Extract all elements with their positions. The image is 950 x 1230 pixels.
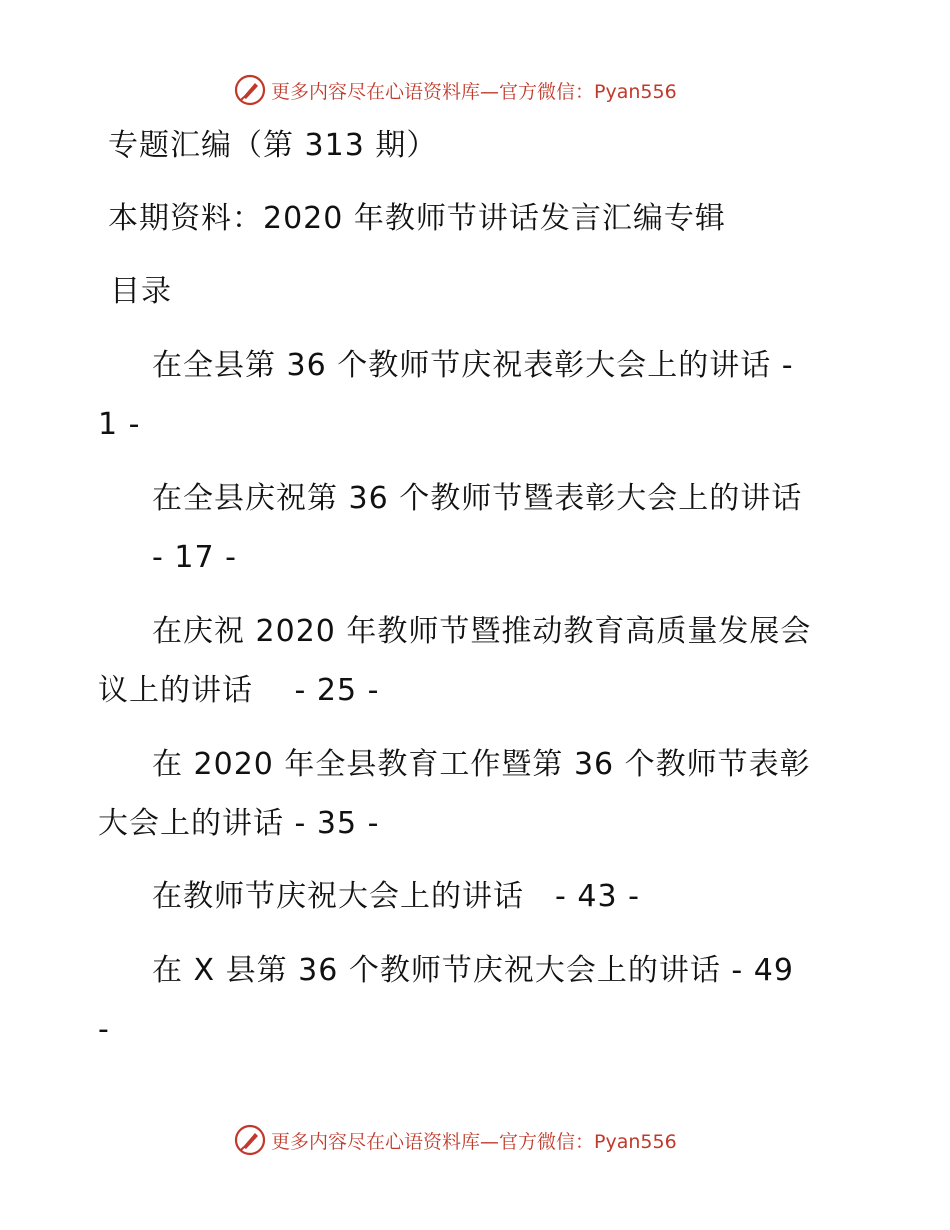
toc-entry-1-line1: 在全县第 36 个教师节庆祝表彰大会上的讲话 -: [152, 348, 794, 383]
toc-entry-2-line2: - 17 -: [152, 540, 237, 575]
toc-heading: 目录: [110, 274, 172, 309]
watermark-prefix: 更多内容尽在心语资料库: [271, 1130, 481, 1153]
toc-entry-6-line1: 在 X 县第 36 个教师节庆祝大会上的讲话 - 49: [152, 953, 794, 988]
toc-entry-4-line2: 大会上的讲话 - 35 -: [98, 806, 380, 841]
toc-entry-2-line1: 在全县庆祝第 36 个教师节暨表彰大会上的讲话: [152, 481, 803, 516]
toc-entry-3-line1: 在庆祝 2020 年教师节暨推动教育高质量发展会: [152, 614, 812, 649]
toc-entry-1-line2: 1 -: [98, 407, 141, 442]
document-subject: 本期资料：2020 年教师节讲话发言汇编专辑: [108, 201, 726, 236]
watermark-suffix: —官方微信：Pyan556: [480, 1130, 677, 1153]
watermark-prefix: 更多内容尽在心语资料库: [271, 80, 481, 103]
watermark-suffix: —官方微信：Pyan556: [480, 80, 677, 103]
toc-entry-3-line2: 议上的讲话 - 25 -: [98, 673, 380, 708]
toc-entry-5-line1: 在教师节庆祝大会上的讲话 - 43 -: [152, 879, 640, 914]
quill-logo-icon: [233, 1123, 267, 1157]
toc-entry-4-line1: 在 2020 年全县教育工作暨第 36 个教师节表彰: [152, 747, 811, 782]
watermark-footer: [233, 1122, 677, 1158]
watermark-header: [233, 72, 677, 108]
quill-logo-icon: [233, 73, 267, 107]
document-title: 专题汇编（第 313 期）: [108, 128, 438, 163]
toc-entry-6-line2: -: [98, 1012, 110, 1047]
